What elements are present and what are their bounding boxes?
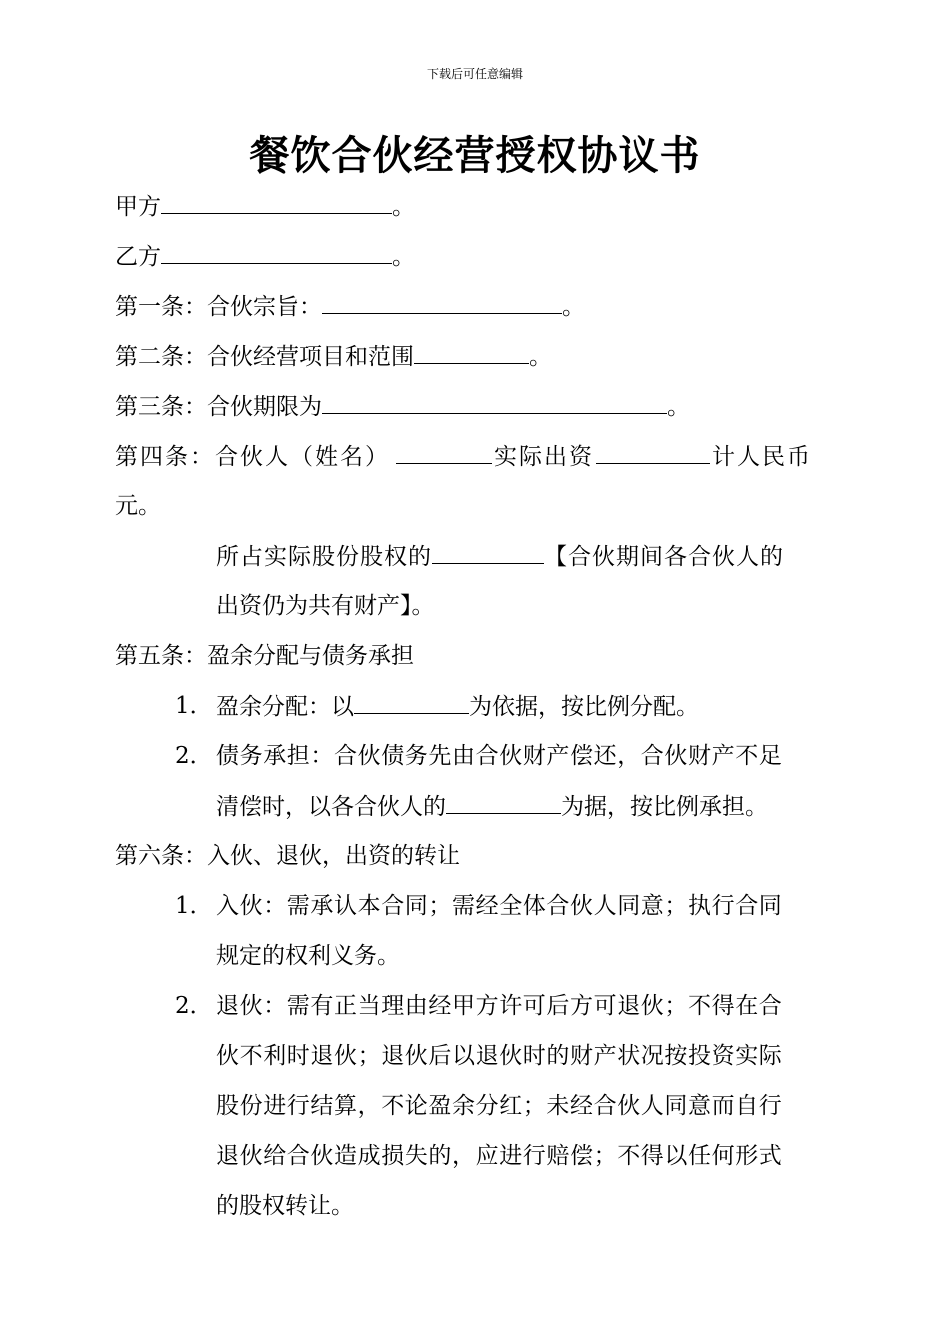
article-6-item-2-line-2: 伙不利时退伙；退伙后以退伙时的财产状况按投资实际 — [216, 1043, 783, 1069]
article-4-amount-blank[interactable] — [596, 441, 710, 464]
article-4-line-2 — [115, 491, 161, 521]
article-4-part-e: 所占实际股份股权的 — [216, 544, 432, 570]
article-5-item-2-part-a: 清偿时，以各合伙人的 — [216, 794, 446, 820]
article-5-item-1 — [216, 691, 699, 722]
article-6-item-2-line-4: 退伙给合伙造成损失的，应进行赔偿；不得以任何形式 — [216, 1143, 783, 1169]
article-4-part-d: 元。 — [115, 493, 161, 519]
article-2-end: 。 — [529, 344, 552, 370]
header-note: 下载后可任意编辑 — [426, 67, 523, 81]
party-b-blank[interactable] — [161, 241, 392, 264]
article-2-blank[interactable] — [414, 341, 529, 364]
article-3 — [115, 391, 690, 422]
article-4-part-f: 【合伙期间各合伙人的 — [544, 544, 784, 570]
article-1-end: 。 — [562, 294, 585, 320]
article-6-item-1-number: 1． — [175, 893, 213, 919]
article-1-text: 第一条：合伙宗旨： — [115, 294, 322, 320]
party-a-line — [115, 191, 415, 222]
article-5-heading: 第五条：盈余分配与债务承担 — [115, 643, 414, 669]
article-1 — [115, 291, 585, 322]
article-5-item-2-line-1: 债务承担：合伙债务先由合伙财产偿还，合伙财产不足 — [216, 743, 783, 769]
article-5-item-1-number: 1． — [175, 693, 213, 719]
article-4-name-blank[interactable] — [396, 441, 492, 464]
article-5-item-2-number: 2． — [175, 743, 213, 769]
article-4-line-1 — [115, 441, 812, 472]
party-b-label: 乙方 — [115, 244, 161, 270]
document-title: 餐饮合伙经营授权协议书 — [249, 132, 701, 179]
article-4-part-c: 计人民币 — [712, 444, 812, 470]
article-3-end: 。 — [667, 394, 690, 420]
article-5-item-1-part-a: 盈余分配：以 — [216, 694, 354, 720]
party-a-label: 甲方 — [115, 194, 161, 220]
article-6-item-2-line-1: 退伙：需有正当理由经甲方许可后方可退伙；不得在合 — [216, 993, 783, 1019]
party-b-line — [115, 241, 415, 272]
article-5-item-2-part-b: 为据，按比例承担。 — [561, 794, 768, 820]
article-4-part-g: 出资仍为共有财产】。 — [216, 593, 435, 619]
party-a-blank[interactable] — [161, 191, 392, 214]
party-a-end: 。 — [392, 194, 415, 220]
article-6-item-2-line-3: 股份进行结算，不论盈余分红；未经合伙人同意而自行 — [216, 1093, 783, 1119]
article-6-item-1-line-2: 规定的权利义务。 — [216, 943, 400, 969]
article-4-part-b: 实际出资 — [494, 444, 594, 470]
article-2-text: 第二条：合伙经营项目和范围 — [115, 344, 414, 370]
article-5-item-2-line-2 — [216, 791, 768, 822]
article-6-item-2-line-5: 的股权转让。 — [216, 1193, 354, 1219]
article-6-heading: 第六条：入伙、退伙，出资的转让 — [115, 843, 460, 869]
article-4-share-blank[interactable] — [432, 541, 544, 564]
article-4-line-4 — [216, 591, 435, 621]
article-4-part-a: 第四条：合伙人（姓名） — [115, 444, 390, 470]
article-1-blank[interactable] — [322, 291, 562, 314]
article-3-blank[interactable] — [322, 391, 667, 414]
article-6-item-1-line-1: 入伙：需承认本合同；需经全体合伙人同意；执行合同 — [216, 893, 783, 919]
article-5-item-1-blank[interactable] — [354, 691, 469, 714]
article-4-line-3 — [216, 541, 784, 572]
article-5-item-1-part-b: 为依据，按比例分配。 — [469, 694, 699, 720]
article-2 — [115, 341, 552, 372]
article-5-item-2-blank[interactable] — [446, 791, 561, 814]
article-3-text: 第三条：合伙期限为 — [115, 394, 322, 420]
article-6-item-2-number: 2． — [175, 993, 213, 1019]
party-b-end: 。 — [392, 244, 415, 270]
